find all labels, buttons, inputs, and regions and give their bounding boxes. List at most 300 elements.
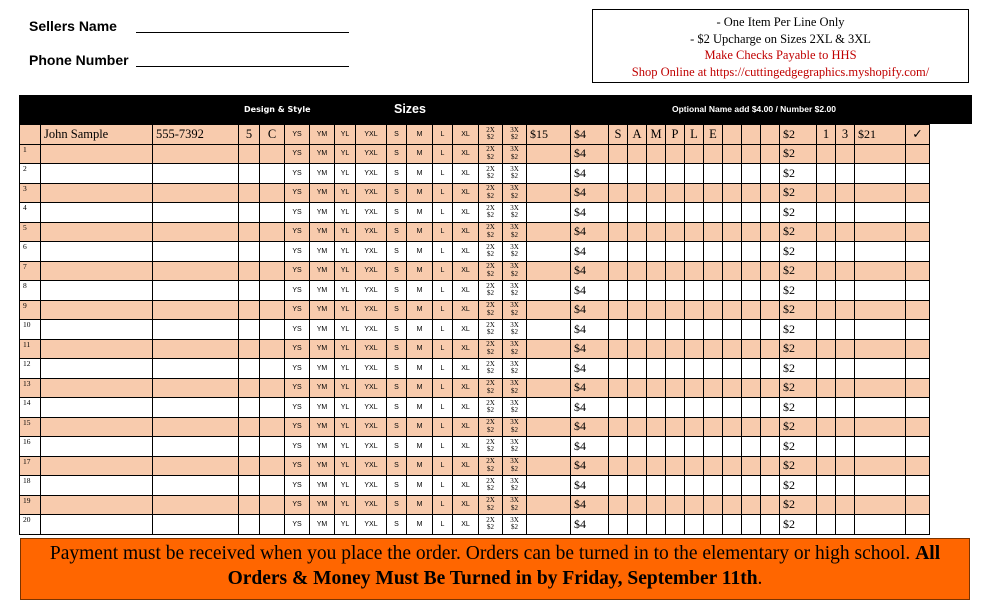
number-digit-cell[interactable] bbox=[836, 261, 855, 281]
size-option[interactable]: S bbox=[387, 300, 407, 320]
upcharge-size-option[interactable] bbox=[479, 339, 503, 359]
size-option[interactable]: YXL bbox=[356, 456, 387, 476]
upcharge-size-option[interactable] bbox=[479, 320, 503, 340]
sellers-name-field[interactable] bbox=[136, 32, 349, 33]
name-cell[interactable] bbox=[41, 183, 153, 203]
name-letter-cell[interactable] bbox=[666, 242, 685, 262]
phone-cell[interactable] bbox=[153, 456, 239, 476]
name-letter-cell[interactable] bbox=[723, 125, 742, 145]
name-letter-cell[interactable] bbox=[761, 183, 780, 203]
name-letter-cell[interactable] bbox=[628, 320, 647, 340]
name-cell[interactable]: John Sample bbox=[41, 125, 153, 145]
name-letter-cell[interactable] bbox=[685, 164, 704, 184]
name-cell[interactable] bbox=[41, 144, 153, 164]
phone-cell[interactable] bbox=[153, 144, 239, 164]
number-digit-cell[interactable] bbox=[817, 164, 836, 184]
size-option[interactable]: YM bbox=[310, 476, 335, 496]
name-letter-cell[interactable] bbox=[723, 261, 742, 281]
phone-cell[interactable] bbox=[153, 398, 239, 418]
size-option[interactable]: S bbox=[387, 476, 407, 496]
size-option[interactable]: YL bbox=[335, 359, 356, 379]
name-letter-cell[interactable] bbox=[723, 203, 742, 223]
name-cell[interactable] bbox=[41, 437, 153, 457]
number-digit-cell[interactable] bbox=[817, 320, 836, 340]
size-option[interactable]: S bbox=[387, 242, 407, 262]
name-letter-cell[interactable] bbox=[647, 378, 666, 398]
name-letter-cell[interactable] bbox=[742, 378, 761, 398]
phone-cell[interactable] bbox=[153, 183, 239, 203]
design-cell[interactable] bbox=[239, 515, 260, 535]
number-digit-cell[interactable] bbox=[817, 495, 836, 515]
name-letter-cell[interactable] bbox=[723, 339, 742, 359]
item-price-cell[interactable] bbox=[527, 144, 571, 164]
name-letter-cell[interactable] bbox=[685, 320, 704, 340]
size-option[interactable]: YL bbox=[335, 456, 356, 476]
name-letter-cell[interactable] bbox=[685, 476, 704, 496]
design-cell[interactable] bbox=[239, 456, 260, 476]
name-letter-cell[interactable] bbox=[628, 144, 647, 164]
total-cell[interactable] bbox=[855, 203, 906, 223]
name-letter-cell[interactable] bbox=[704, 300, 723, 320]
phone-cell[interactable] bbox=[153, 437, 239, 457]
name-letter-cell[interactable] bbox=[628, 281, 647, 301]
size-option[interactable]: L bbox=[433, 378, 453, 398]
size-option[interactable]: XL bbox=[453, 495, 479, 515]
name-letter-cell[interactable] bbox=[628, 183, 647, 203]
size-option[interactable]: YL bbox=[335, 242, 356, 262]
number-digit-cell[interactable] bbox=[817, 515, 836, 535]
size-option[interactable]: YL bbox=[335, 515, 356, 535]
name-letter-cell[interactable] bbox=[609, 456, 628, 476]
size-option[interactable]: YXL bbox=[356, 281, 387, 301]
paid-check-cell[interactable] bbox=[906, 476, 930, 496]
name-letter-cell[interactable] bbox=[761, 495, 780, 515]
name-cell[interactable] bbox=[41, 281, 153, 301]
number-digit-cell[interactable] bbox=[817, 281, 836, 301]
paid-check-cell[interactable] bbox=[906, 456, 930, 476]
item-price-cell[interactable] bbox=[527, 164, 571, 184]
name-letter-cell[interactable] bbox=[609, 164, 628, 184]
size-option[interactable]: YS bbox=[285, 183, 310, 203]
size-option[interactable]: YM bbox=[310, 144, 335, 164]
name-letter-cell[interactable] bbox=[647, 164, 666, 184]
name-letter-cell[interactable] bbox=[742, 417, 761, 437]
number-digit-cell[interactable] bbox=[817, 456, 836, 476]
style-cell[interactable] bbox=[260, 476, 285, 496]
name-cell[interactable] bbox=[41, 339, 153, 359]
paid-check-cell[interactable] bbox=[906, 203, 930, 223]
phone-cell[interactable] bbox=[153, 515, 239, 535]
name-letter-cell[interactable] bbox=[704, 222, 723, 242]
size-option[interactable]: M bbox=[407, 300, 433, 320]
name-letter-cell[interactable] bbox=[628, 378, 647, 398]
upcharge-size-option[interactable] bbox=[479, 456, 503, 476]
name-letter-cell[interactable] bbox=[609, 515, 628, 535]
phone-cell[interactable] bbox=[153, 320, 239, 340]
size-option[interactable]: L bbox=[433, 242, 453, 262]
name-letter-cell[interactable] bbox=[666, 339, 685, 359]
name-letter-cell[interactable] bbox=[704, 183, 723, 203]
number-digit-cell[interactable] bbox=[836, 339, 855, 359]
item-price-cell[interactable] bbox=[527, 339, 571, 359]
upcharge-size-option[interactable] bbox=[503, 359, 527, 379]
paid-check-cell[interactable] bbox=[906, 320, 930, 340]
name-letter-cell[interactable] bbox=[609, 320, 628, 340]
name-letter-cell[interactable] bbox=[704, 378, 723, 398]
design-cell[interactable] bbox=[239, 378, 260, 398]
name-letter-cell[interactable] bbox=[761, 281, 780, 301]
name-letter-cell[interactable] bbox=[761, 476, 780, 496]
size-option[interactable]: L bbox=[433, 222, 453, 242]
number-digit-cell[interactable] bbox=[836, 242, 855, 262]
size-option[interactable]: YS bbox=[285, 339, 310, 359]
upcharge-size-option[interactable] bbox=[503, 261, 527, 281]
size-option[interactable]: YS bbox=[285, 495, 310, 515]
size-option[interactable]: S bbox=[387, 378, 407, 398]
size-option[interactable]: YS bbox=[285, 437, 310, 457]
number-digit-cell[interactable] bbox=[817, 476, 836, 496]
size-option[interactable]: YXL bbox=[356, 339, 387, 359]
size-option[interactable]: YS bbox=[285, 320, 310, 340]
item-price-cell[interactable] bbox=[527, 242, 571, 262]
size-option[interactable]: L bbox=[433, 339, 453, 359]
number-digit-cell[interactable]: 3 bbox=[836, 125, 855, 145]
name-cell[interactable] bbox=[41, 476, 153, 496]
name-letter-cell[interactable]: M bbox=[647, 125, 666, 145]
name-letter-cell[interactable] bbox=[685, 281, 704, 301]
name-letter-cell[interactable] bbox=[647, 417, 666, 437]
name-letter-cell[interactable] bbox=[666, 437, 685, 457]
number-digit-cell[interactable] bbox=[817, 339, 836, 359]
name-letter-cell[interactable] bbox=[704, 359, 723, 379]
name-letter-cell[interactable] bbox=[609, 281, 628, 301]
upcharge-size-option[interactable] bbox=[479, 476, 503, 496]
design-cell[interactable]: 5 bbox=[239, 125, 260, 145]
style-cell[interactable] bbox=[260, 261, 285, 281]
paid-check-cell[interactable] bbox=[906, 437, 930, 457]
name-letter-cell[interactable] bbox=[609, 437, 628, 457]
upcharge-size-option[interactable] bbox=[503, 437, 527, 457]
name-letter-cell[interactable] bbox=[723, 476, 742, 496]
name-letter-cell[interactable] bbox=[704, 515, 723, 535]
upcharge-size-option[interactable] bbox=[503, 203, 527, 223]
number-digit-cell[interactable]: 1 bbox=[817, 125, 836, 145]
style-cell[interactable] bbox=[260, 378, 285, 398]
size-option[interactable]: S bbox=[387, 183, 407, 203]
number-digit-cell[interactable] bbox=[836, 495, 855, 515]
number-digit-cell[interactable] bbox=[817, 144, 836, 164]
phone-cell[interactable] bbox=[153, 476, 239, 496]
design-cell[interactable] bbox=[239, 261, 260, 281]
style-cell[interactable] bbox=[260, 495, 285, 515]
phone-cell[interactable] bbox=[153, 378, 239, 398]
name-letter-cell[interactable] bbox=[761, 164, 780, 184]
total-cell[interactable] bbox=[855, 456, 906, 476]
phone-cell[interactable] bbox=[153, 300, 239, 320]
name-letter-cell[interactable] bbox=[609, 339, 628, 359]
upcharge-size-option[interactable] bbox=[479, 495, 503, 515]
number-digit-cell[interactable] bbox=[836, 398, 855, 418]
name-letter-cell[interactable] bbox=[666, 495, 685, 515]
size-option[interactable]: YXL bbox=[356, 300, 387, 320]
total-cell[interactable] bbox=[855, 281, 906, 301]
upcharge-size-option[interactable] bbox=[503, 339, 527, 359]
name-letter-cell[interactable] bbox=[647, 339, 666, 359]
name-letter-cell[interactable] bbox=[628, 339, 647, 359]
number-digit-cell[interactable] bbox=[836, 456, 855, 476]
name-letter-cell[interactable] bbox=[609, 378, 628, 398]
number-digit-cell[interactable] bbox=[836, 300, 855, 320]
style-cell[interactable] bbox=[260, 222, 285, 242]
name-letter-cell[interactable] bbox=[742, 261, 761, 281]
name-letter-cell[interactable] bbox=[742, 144, 761, 164]
size-option[interactable]: YS bbox=[285, 203, 310, 223]
name-letter-cell[interactable] bbox=[761, 378, 780, 398]
name-letter-cell[interactable]: A bbox=[628, 125, 647, 145]
upcharge-size-option[interactable] bbox=[503, 320, 527, 340]
name-letter-cell[interactable] bbox=[647, 320, 666, 340]
size-option[interactable]: M bbox=[407, 281, 433, 301]
number-digit-cell[interactable] bbox=[836, 320, 855, 340]
name-letter-cell[interactable] bbox=[685, 495, 704, 515]
design-cell[interactable] bbox=[239, 300, 260, 320]
upcharge-size-option[interactable] bbox=[503, 495, 527, 515]
upcharge-size-option[interactable] bbox=[503, 164, 527, 184]
item-price-cell[interactable] bbox=[527, 222, 571, 242]
name-letter-cell[interactable] bbox=[628, 515, 647, 535]
size-option[interactable]: YXL bbox=[356, 144, 387, 164]
size-option[interactable]: S bbox=[387, 164, 407, 184]
upcharge-size-option[interactable] bbox=[479, 164, 503, 184]
name-letter-cell[interactable] bbox=[628, 456, 647, 476]
name-letter-cell[interactable] bbox=[761, 242, 780, 262]
name-cell[interactable] bbox=[41, 398, 153, 418]
name-letter-cell[interactable] bbox=[761, 437, 780, 457]
upcharge-size-option[interactable] bbox=[503, 417, 527, 437]
size-option[interactable]: YXL bbox=[356, 261, 387, 281]
name-letter-cell[interactable] bbox=[723, 417, 742, 437]
size-option[interactable]: L bbox=[433, 437, 453, 457]
size-option[interactable]: YS bbox=[285, 261, 310, 281]
name-letter-cell[interactable] bbox=[761, 203, 780, 223]
name-letter-cell[interactable] bbox=[742, 300, 761, 320]
number-digit-cell[interactable] bbox=[836, 378, 855, 398]
size-option[interactable]: L bbox=[433, 320, 453, 340]
style-cell[interactable] bbox=[260, 281, 285, 301]
name-letter-cell[interactable] bbox=[704, 144, 723, 164]
size-option[interactable]: XL bbox=[453, 125, 479, 145]
upcharge-size-option[interactable] bbox=[479, 125, 503, 145]
name-cell[interactable] bbox=[41, 378, 153, 398]
upcharge-size-option[interactable] bbox=[503, 242, 527, 262]
name-letter-cell[interactable] bbox=[704, 437, 723, 457]
name-letter-cell[interactable] bbox=[742, 476, 761, 496]
name-letter-cell[interactable] bbox=[742, 320, 761, 340]
name-letter-cell[interactable] bbox=[666, 281, 685, 301]
name-letter-cell[interactable] bbox=[609, 359, 628, 379]
name-letter-cell[interactable] bbox=[647, 242, 666, 262]
design-cell[interactable] bbox=[239, 183, 260, 203]
size-option[interactable]: YM bbox=[310, 515, 335, 535]
size-option[interactable]: YXL bbox=[356, 476, 387, 496]
name-letter-cell[interactable] bbox=[666, 144, 685, 164]
size-option[interactable]: YL bbox=[335, 437, 356, 457]
name-letter-cell[interactable] bbox=[723, 242, 742, 262]
size-option[interactable]: YM bbox=[310, 261, 335, 281]
size-option[interactable]: YM bbox=[310, 320, 335, 340]
item-price-cell[interactable] bbox=[527, 437, 571, 457]
name-letter-cell[interactable] bbox=[723, 378, 742, 398]
size-option[interactable]: YM bbox=[310, 281, 335, 301]
total-cell[interactable] bbox=[855, 300, 906, 320]
name-letter-cell[interactable] bbox=[685, 417, 704, 437]
design-cell[interactable] bbox=[239, 339, 260, 359]
name-letter-cell[interactable] bbox=[761, 456, 780, 476]
phone-cell[interactable] bbox=[153, 261, 239, 281]
name-letter-cell[interactable] bbox=[704, 261, 723, 281]
style-cell[interactable] bbox=[260, 300, 285, 320]
phone-cell[interactable] bbox=[153, 359, 239, 379]
name-letter-cell[interactable] bbox=[723, 398, 742, 418]
total-cell[interactable] bbox=[855, 261, 906, 281]
size-option[interactable]: XL bbox=[453, 242, 479, 262]
name-letter-cell[interactable] bbox=[666, 456, 685, 476]
name-letter-cell[interactable] bbox=[704, 456, 723, 476]
upcharge-size-option[interactable] bbox=[503, 183, 527, 203]
name-letter-cell[interactable] bbox=[723, 437, 742, 457]
item-price-cell[interactable] bbox=[527, 300, 571, 320]
size-option[interactable]: S bbox=[387, 144, 407, 164]
upcharge-size-option[interactable] bbox=[503, 398, 527, 418]
total-cell[interactable] bbox=[855, 378, 906, 398]
size-option[interactable]: YXL bbox=[356, 203, 387, 223]
size-option[interactable]: YL bbox=[335, 144, 356, 164]
phone-cell[interactable] bbox=[153, 417, 239, 437]
size-option[interactable]: S bbox=[387, 515, 407, 535]
name-letter-cell[interactable] bbox=[685, 378, 704, 398]
size-option[interactable]: S bbox=[387, 222, 407, 242]
name-letter-cell[interactable] bbox=[609, 222, 628, 242]
total-cell[interactable] bbox=[855, 437, 906, 457]
name-letter-cell[interactable] bbox=[761, 320, 780, 340]
paid-check-cell[interactable] bbox=[906, 398, 930, 418]
total-cell[interactable] bbox=[855, 398, 906, 418]
upcharge-size-option[interactable] bbox=[503, 144, 527, 164]
total-cell[interactable] bbox=[855, 164, 906, 184]
number-digit-cell[interactable] bbox=[817, 417, 836, 437]
style-cell[interactable] bbox=[260, 417, 285, 437]
phone-cell[interactable] bbox=[153, 281, 239, 301]
name-letter-cell[interactable] bbox=[742, 164, 761, 184]
name-letter-cell[interactable] bbox=[742, 437, 761, 457]
size-option[interactable]: S bbox=[387, 320, 407, 340]
upcharge-size-option[interactable] bbox=[479, 417, 503, 437]
style-cell[interactable] bbox=[260, 456, 285, 476]
size-option[interactable]: YL bbox=[335, 203, 356, 223]
number-digit-cell[interactable] bbox=[836, 203, 855, 223]
size-option[interactable]: S bbox=[387, 417, 407, 437]
size-option[interactable]: YXL bbox=[356, 398, 387, 418]
name-letter-cell[interactable] bbox=[666, 320, 685, 340]
name-letter-cell[interactable] bbox=[704, 476, 723, 496]
name-letter-cell[interactable]: S bbox=[609, 125, 628, 145]
upcharge-size-option[interactable] bbox=[503, 378, 527, 398]
name-letter-cell[interactable] bbox=[685, 515, 704, 535]
paid-check-cell[interactable] bbox=[906, 164, 930, 184]
name-letter-cell[interactable] bbox=[742, 203, 761, 223]
size-option[interactable]: XL bbox=[453, 339, 479, 359]
style-cell[interactable] bbox=[260, 320, 285, 340]
size-option[interactable]: L bbox=[433, 300, 453, 320]
item-price-cell[interactable] bbox=[527, 378, 571, 398]
size-option[interactable]: XL bbox=[453, 300, 479, 320]
size-option[interactable]: YM bbox=[310, 398, 335, 418]
design-cell[interactable] bbox=[239, 495, 260, 515]
name-letter-cell[interactable] bbox=[723, 144, 742, 164]
total-cell[interactable] bbox=[855, 339, 906, 359]
name-letter-cell[interactable] bbox=[666, 164, 685, 184]
name-letter-cell[interactable] bbox=[742, 495, 761, 515]
name-letter-cell[interactable] bbox=[685, 398, 704, 418]
name-letter-cell[interactable] bbox=[666, 378, 685, 398]
size-option[interactable]: YS bbox=[285, 144, 310, 164]
total-cell[interactable] bbox=[855, 144, 906, 164]
item-price-cell[interactable] bbox=[527, 495, 571, 515]
upcharge-size-option[interactable] bbox=[503, 456, 527, 476]
style-cell[interactable] bbox=[260, 203, 285, 223]
name-cell[interactable] bbox=[41, 515, 153, 535]
total-cell[interactable] bbox=[855, 417, 906, 437]
total-cell[interactable] bbox=[855, 320, 906, 340]
size-option[interactable]: M bbox=[407, 125, 433, 145]
size-option[interactable]: YM bbox=[310, 183, 335, 203]
size-option[interactable]: YM bbox=[310, 242, 335, 262]
number-digit-cell[interactable] bbox=[836, 281, 855, 301]
phone-cell[interactable] bbox=[153, 203, 239, 223]
style-cell[interactable] bbox=[260, 183, 285, 203]
name-letter-cell[interactable] bbox=[647, 281, 666, 301]
size-option[interactable]: YXL bbox=[356, 515, 387, 535]
name-letter-cell[interactable] bbox=[685, 203, 704, 223]
size-option[interactable]: YS bbox=[285, 300, 310, 320]
number-digit-cell[interactable] bbox=[836, 222, 855, 242]
name-cell[interactable] bbox=[41, 359, 153, 379]
name-cell[interactable] bbox=[41, 164, 153, 184]
size-option[interactable]: M bbox=[407, 261, 433, 281]
paid-check-cell[interactable] bbox=[906, 359, 930, 379]
name-letter-cell[interactable] bbox=[647, 203, 666, 223]
size-option[interactable]: S bbox=[387, 495, 407, 515]
number-digit-cell[interactable] bbox=[836, 437, 855, 457]
size-option[interactable]: XL bbox=[453, 359, 479, 379]
size-option[interactable]: M bbox=[407, 339, 433, 359]
item-price-cell[interactable] bbox=[527, 183, 571, 203]
name-letter-cell[interactable] bbox=[761, 398, 780, 418]
upcharge-size-option[interactable] bbox=[479, 261, 503, 281]
size-option[interactable]: L bbox=[433, 495, 453, 515]
size-option[interactable]: M bbox=[407, 164, 433, 184]
design-cell[interactable] bbox=[239, 417, 260, 437]
design-cell[interactable] bbox=[239, 281, 260, 301]
design-cell[interactable] bbox=[239, 144, 260, 164]
name-letter-cell[interactable] bbox=[647, 515, 666, 535]
name-letter-cell[interactable] bbox=[647, 300, 666, 320]
name-letter-cell[interactable] bbox=[685, 456, 704, 476]
upcharge-size-option[interactable] bbox=[479, 359, 503, 379]
size-option[interactable]: YS bbox=[285, 222, 310, 242]
name-letter-cell[interactable]: E bbox=[704, 125, 723, 145]
style-cell[interactable] bbox=[260, 359, 285, 379]
